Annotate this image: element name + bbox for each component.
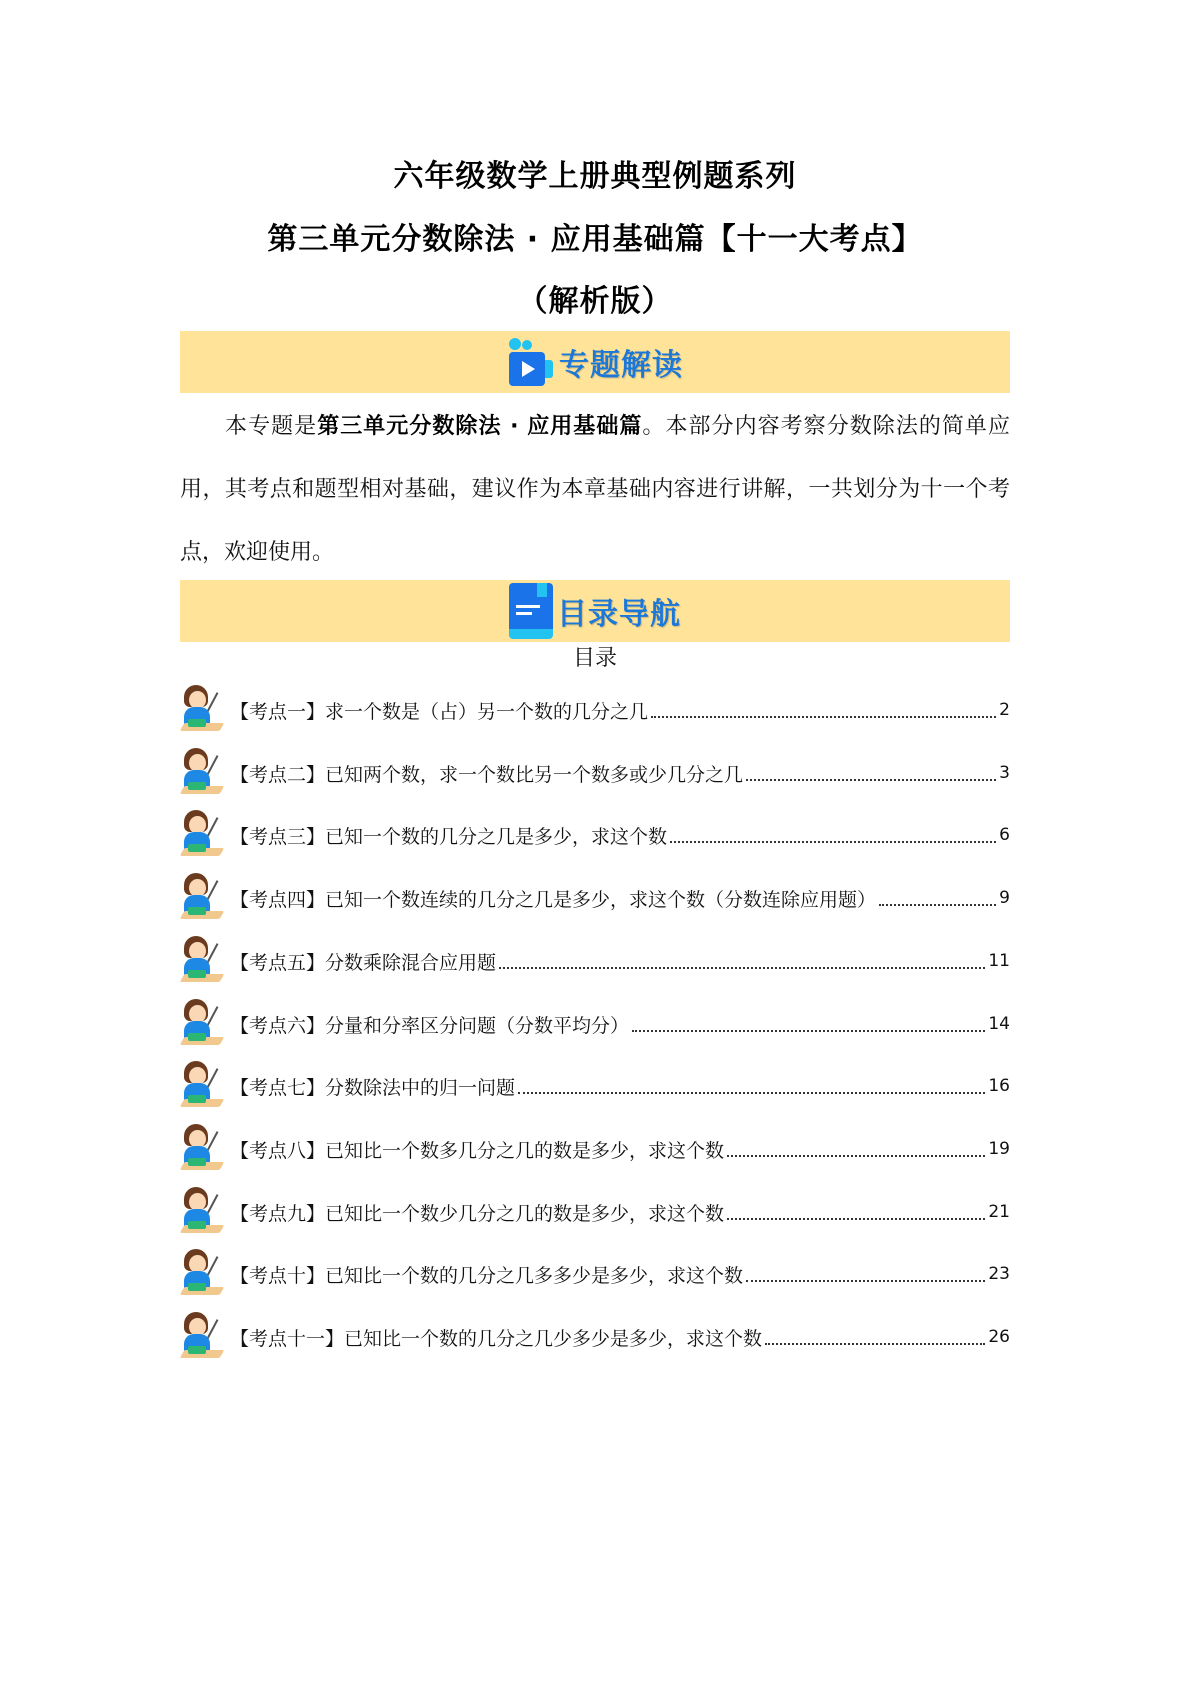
toc-item-2[interactable] <box>180 745 1010 801</box>
toc-leader-dots <box>727 1217 985 1220</box>
toc-heading: 目录 <box>572 646 617 671</box>
toc-item-page: 14 <box>988 1014 1010 1034</box>
toc-item-page: 16 <box>988 1076 1010 1096</box>
toc-item-4[interactable] <box>180 870 1010 926</box>
document-subtitle: 第三单元分数除法 · 应用基础篇【十一大考点】 <box>267 222 923 257</box>
toc-item-7[interactable] <box>180 1058 1010 1114</box>
teacher-icon <box>180 1059 228 1113</box>
toc-item-page: 3 <box>999 763 1010 783</box>
paragraph-bold: 第三单元分数除法 · 应用基础篇 <box>317 414 643 439</box>
book-icon <box>509 583 553 639</box>
paragraph-rest: 。本部分内容考察分数除法的简单应用，其考点和题型相对基础，建议作为本章基础内容进行讲解，一共划分为十一个考点，欢迎使用。 <box>180 414 1010 565</box>
toc-leader-dots <box>670 840 996 843</box>
toc-item-3[interactable] <box>180 807 1010 863</box>
toc-item-label: 【考点九】已知比一个数少几分之几的数是多少，求这个数 <box>230 1202 725 1225</box>
toc-item-page: 2 <box>999 700 1010 720</box>
toc-item-label: 【考点六】分量和分率区分问题（分数平均分） <box>230 1014 630 1037</box>
toc-item-8[interactable] <box>180 1121 1010 1177</box>
toc-item-page: 6 <box>999 825 1010 845</box>
teacher-icon <box>180 997 228 1051</box>
topic-banner-label: 专题解读 <box>559 348 683 383</box>
toc-leader-dots <box>727 1154 985 1157</box>
video-camera-icon <box>507 338 555 386</box>
teacher-icon <box>180 1247 228 1301</box>
teacher-icon <box>180 746 228 800</box>
teacher-icon <box>180 1122 228 1176</box>
toc-leader-dots <box>746 1279 985 1282</box>
toc-item-page: 11 <box>988 951 1010 971</box>
document-title: 六年级数学上册典型例题系列 <box>393 159 797 194</box>
toc-item-page: 21 <box>988 1202 1010 1222</box>
toc-leader-dots <box>746 778 996 781</box>
toc-leader-dots <box>765 1342 985 1345</box>
toc-banner-label: 目录导航 <box>557 597 681 632</box>
toc-item-10[interactable] <box>180 1246 1010 1302</box>
toc-banner <box>180 580 1010 642</box>
toc-leader-dots <box>518 1091 985 1094</box>
toc-item-label: 【考点四】已知一个数连续的几分之几是多少，求这个数（分数连除应用题） <box>230 888 877 911</box>
paragraph-prefix: 本专题是 <box>224 414 318 439</box>
toc-item-9[interactable] <box>180 1184 1010 1240</box>
toc-leader-dots <box>879 903 996 906</box>
toc-leader-dots <box>499 966 985 969</box>
toc-leader-dots <box>632 1029 985 1032</box>
toc-item-1[interactable] <box>180 682 1010 738</box>
toc-item-6[interactable] <box>180 996 1010 1052</box>
document-edition: （解析版） <box>517 284 673 319</box>
toc-item-label: 【考点五】分数乘除混合应用题 <box>230 951 497 974</box>
topic-banner <box>180 331 1010 393</box>
topic-paragraph <box>180 395 1010 584</box>
toc-item-label: 【考点一】求一个数是（占）另一个数的几分之几 <box>230 700 649 723</box>
toc-item-label: 【考点十】已知比一个数的几分之几多多少是多少，求这个数 <box>230 1264 744 1287</box>
toc-item-label: 【考点八】已知比一个数多几分之几的数是多少，求这个数 <box>230 1139 725 1162</box>
toc-item-page: 19 <box>988 1139 1010 1159</box>
toc-item-label: 【考点十一】已知比一个数的几分之几少多少是多少，求这个数 <box>230 1327 763 1350</box>
toc-item-page: 9 <box>999 888 1010 908</box>
teacher-icon <box>180 808 228 862</box>
teacher-icon <box>180 934 228 988</box>
toc-item-page: 26 <box>988 1327 1010 1347</box>
toc-item-5[interactable] <box>180 933 1010 989</box>
teacher-icon <box>180 1310 228 1364</box>
toc-item-label: 【考点三】已知一个数的几分之几是多少，求这个数 <box>230 825 668 848</box>
toc-item-label: 【考点二】已知两个数，求一个数比另一个数多或少几分之几 <box>230 763 744 786</box>
toc-item-label: 【考点七】分数除法中的归一问题 <box>230 1076 516 1099</box>
teacher-icon <box>180 683 228 737</box>
toc-item-page: 23 <box>988 1264 1010 1284</box>
teacher-icon <box>180 871 228 925</box>
teacher-icon <box>180 1185 228 1239</box>
toc-leader-dots <box>651 715 996 718</box>
toc-item-11[interactable] <box>180 1309 1010 1365</box>
